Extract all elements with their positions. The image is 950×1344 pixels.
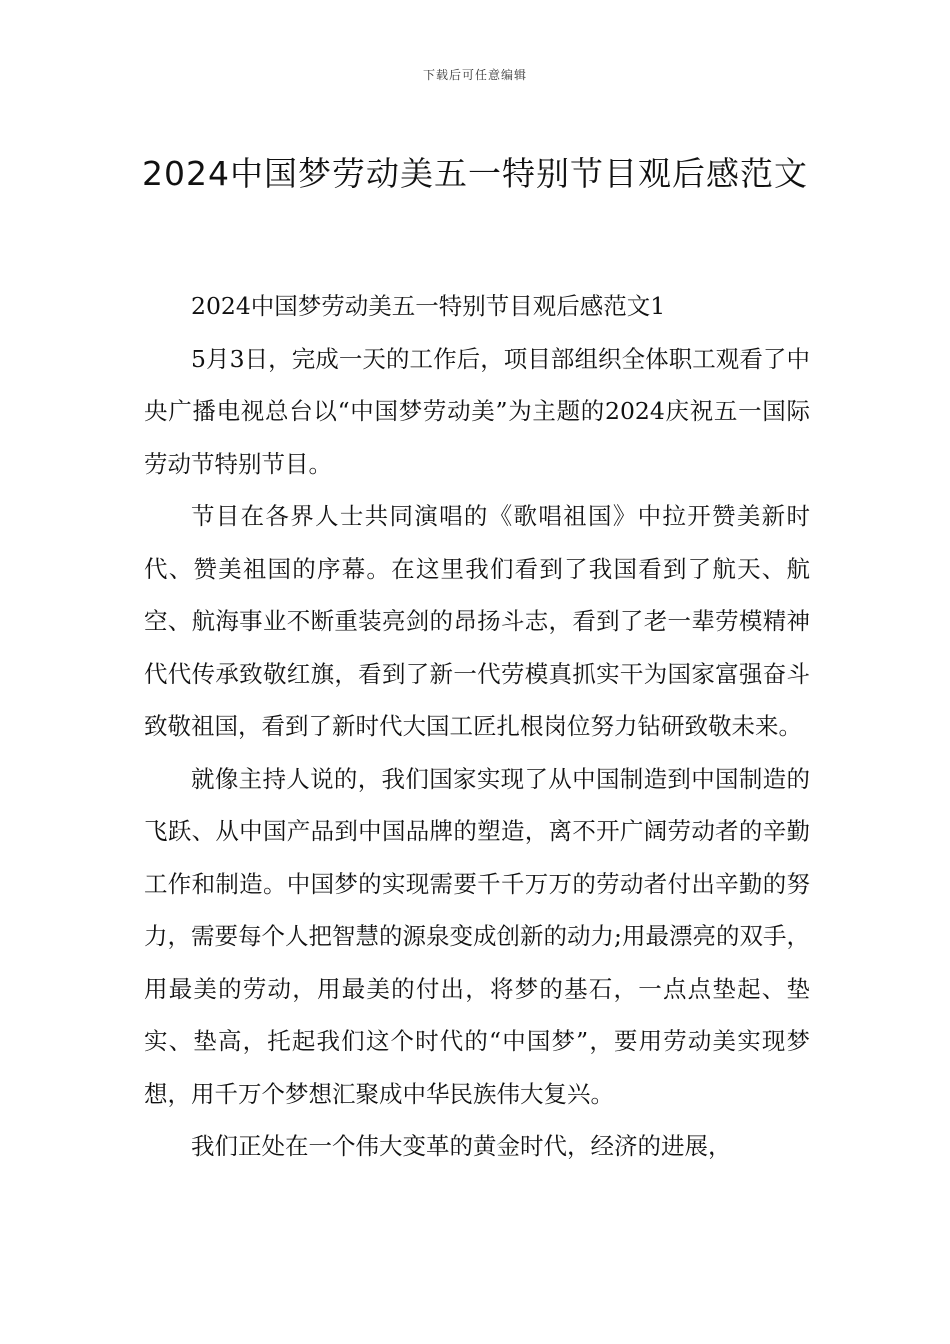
header-note: 下载后可任意编辑 [422,68,527,82]
document-body [144,280,810,1173]
paragraph: 节目在各界人士共同演唱的《歌唱祖国》中拉开赞美新时代、赞美祖国的序幕。在这里我们看到了我国看到了航天、航空、航海事业不断重装亮剑的昂扬斗志，看到了老一辈劳模精神代代传承致敬红旗，看到了新一代劳模真抓实干为国家富强奋斗致敬祖国，看到了新时代大国工匠扎根岗位努力钻研致敬未来。 [144,502,810,740]
subheading: 2024中国梦劳动美五一特别节目观后感范文1 [191,292,666,320]
document-title: 2024中国梦劳动美五一特别节目观后感范文 [142,154,808,194]
paragraph: 我们正处在一个伟大变革的黄金时代，经济的进展， [191,1132,732,1160]
paragraph: 就像主持人说的，我们国家实现了从中国制造到中国制造的飞跃、从中国产品到中国品牌的塑造，离不开广阔劳动者的辛勤工作和制造。中国梦的实现需要千千万万的劳动者付出辛勤的努力，需要每个人把智慧的源泉变成创新的动力;用最漂亮的双手，用最美的劳动，用最美的付出，将梦的基石，一点点垫起、垫实、垫高，托起我们这个时代的“中国梦”，要用劳动美实现梦想，用千万个梦想汇聚成中华民族伟大复兴。 [144,764,810,1108]
paragraph: 5月3日，完成一天的工作后，项目部组织全体职工观看了中央广播电视总台以“中国梦劳动美”为主题的2024庆祝五一国际劳动节特别节目。 [144,344,810,478]
